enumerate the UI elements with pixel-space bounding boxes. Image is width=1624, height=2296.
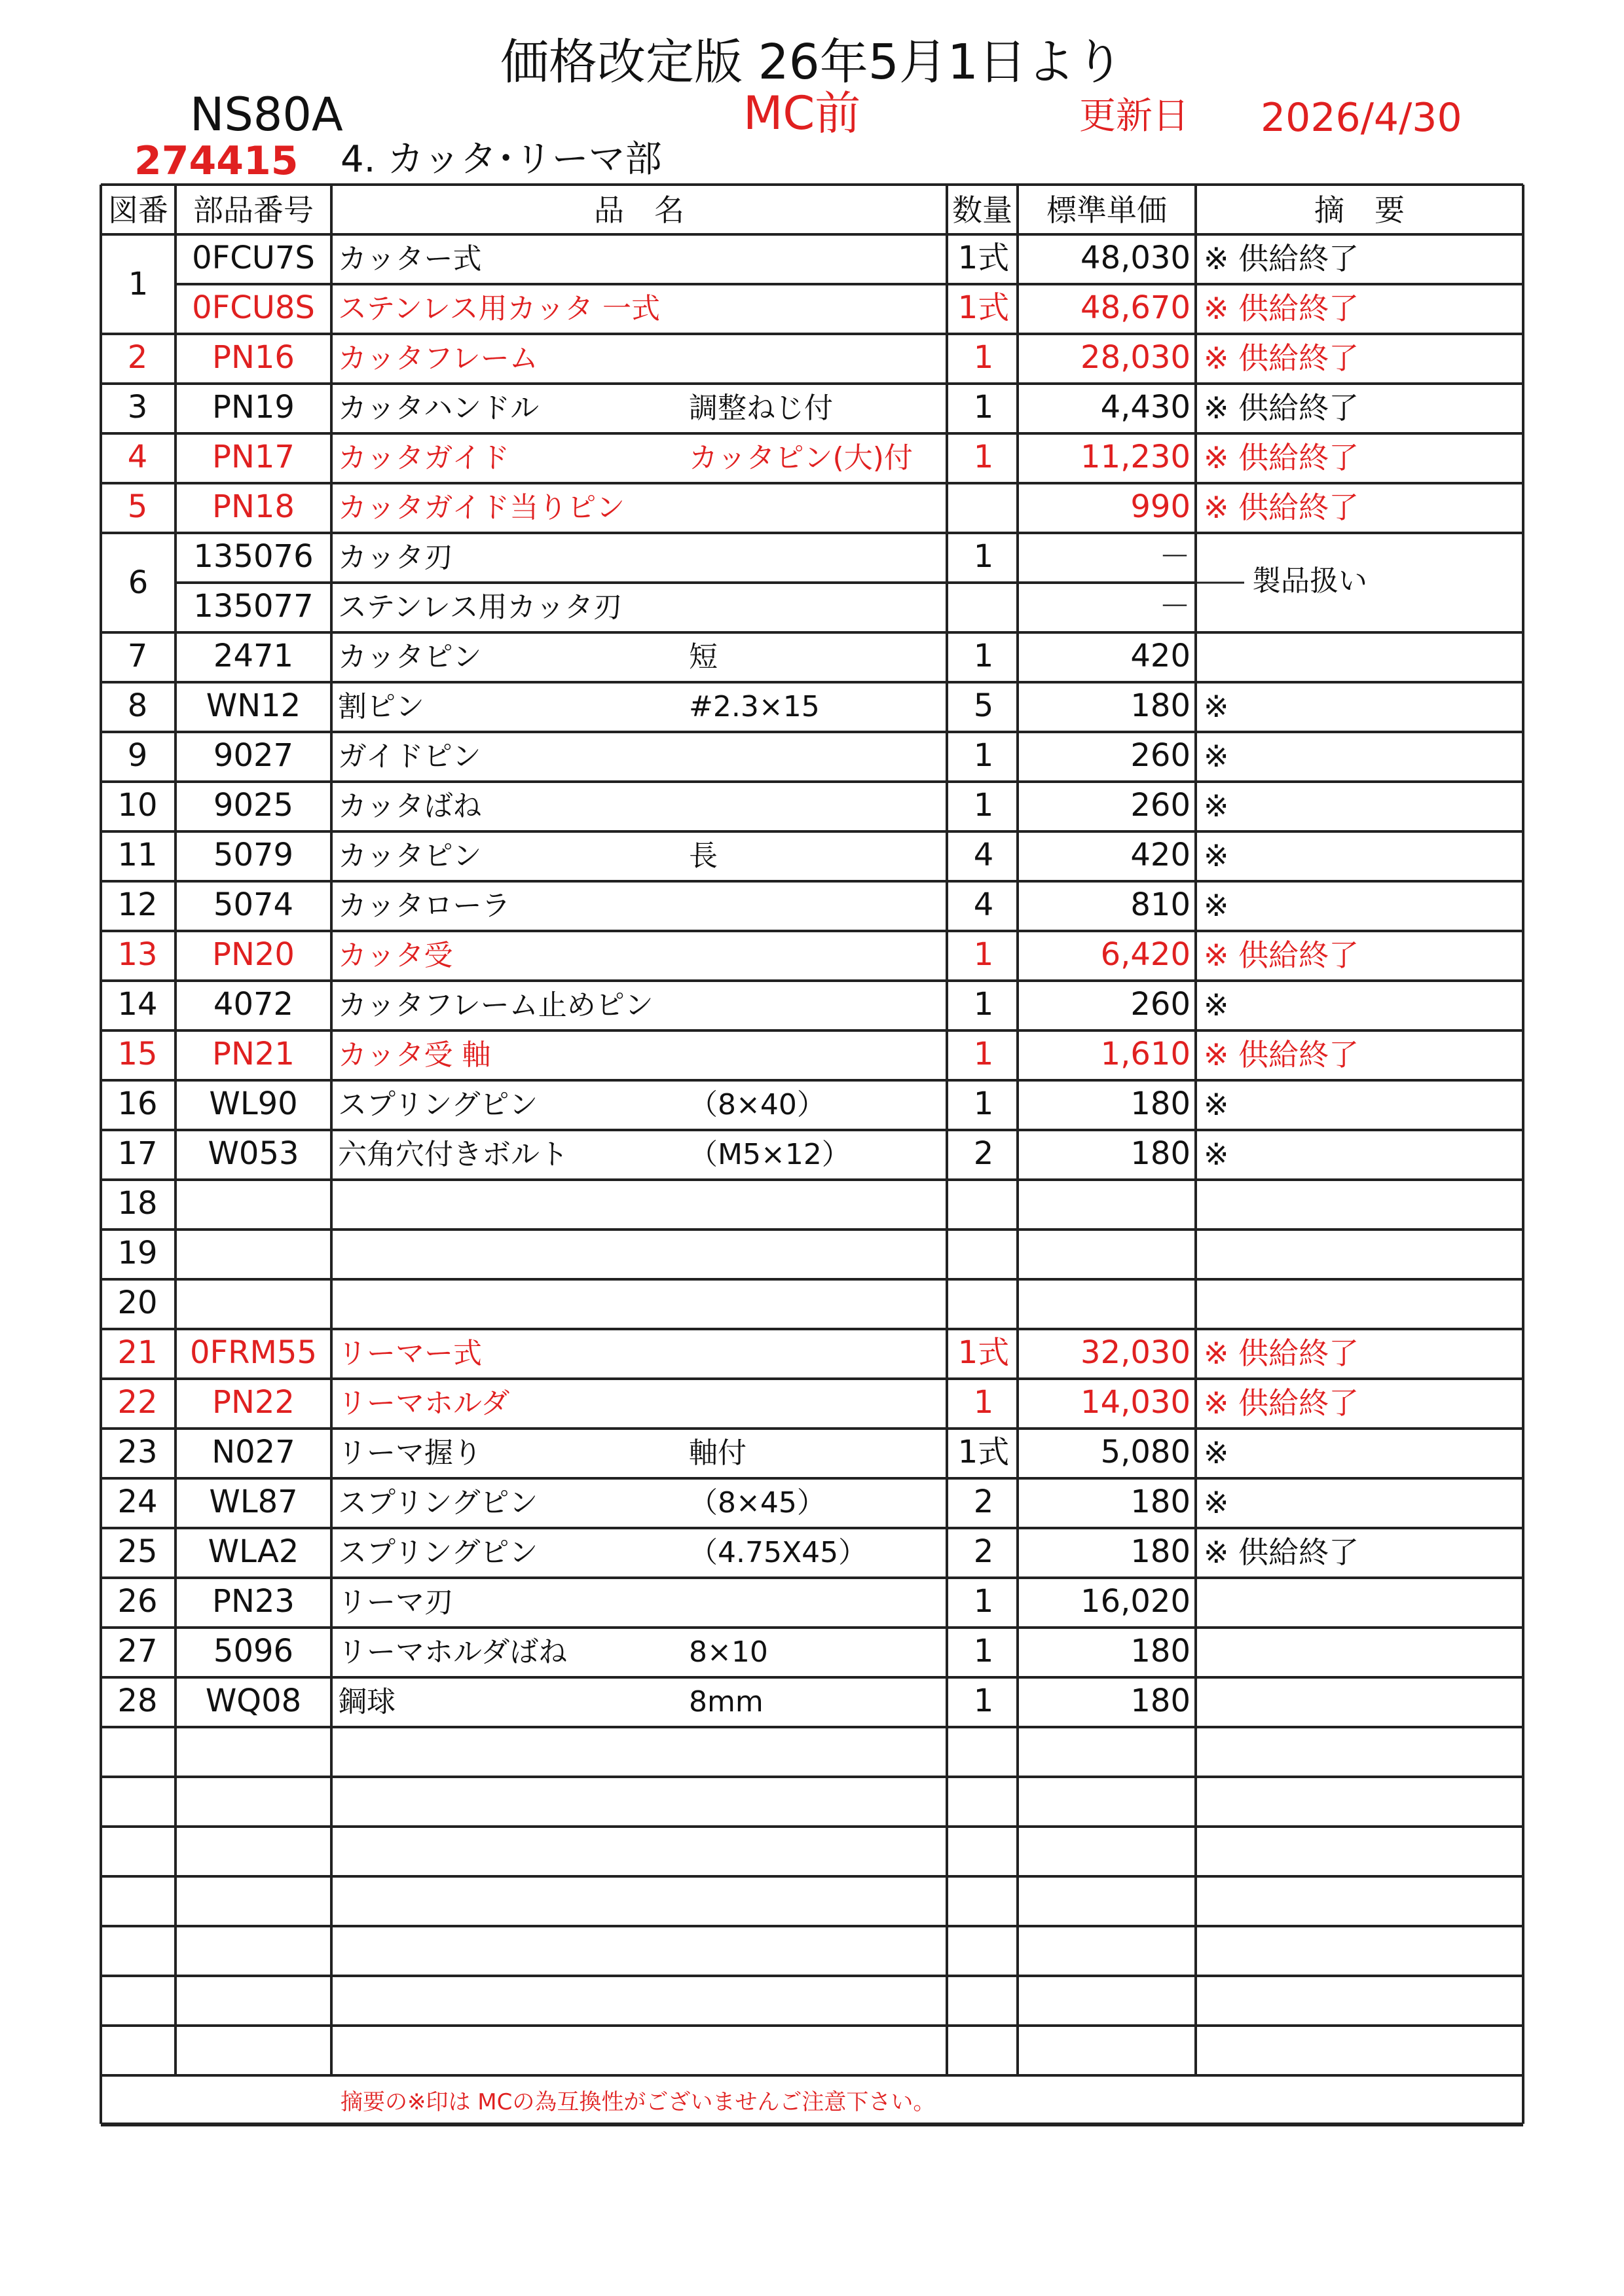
unit-price: 48,670 xyxy=(1080,289,1190,326)
part-number: 0FCU7S xyxy=(192,240,315,276)
unit-price: 6,420 xyxy=(1100,936,1190,973)
part-name: リーマ刃 xyxy=(338,1586,453,1619)
quantity: 1 xyxy=(973,737,994,774)
part-name: 鋼球 xyxy=(338,1685,396,1719)
unit-price: 28,030 xyxy=(1080,339,1190,376)
part-number: 0FCU8S xyxy=(192,289,315,326)
part-number: PN20 xyxy=(212,936,295,973)
remarks: ※ 供給終了 xyxy=(1204,1385,1359,1421)
part-name: リーマー式 xyxy=(338,1337,482,1370)
table-row xyxy=(100,1677,1524,1727)
item-number: 5 xyxy=(127,488,148,525)
item-number: 14 xyxy=(117,986,158,1023)
part-spec: 調整ねじ付 xyxy=(689,392,833,425)
part-spec: 8mm xyxy=(689,1685,764,1719)
part-number: WL90 xyxy=(209,1085,298,1122)
item-number: 12 xyxy=(117,886,158,923)
table-row xyxy=(100,1329,1524,1379)
part-number: N027 xyxy=(212,1434,295,1470)
part-number: PN17 xyxy=(212,439,295,475)
part-spec: （M5×12） xyxy=(689,1138,851,1171)
unit-price: 180 xyxy=(1130,1135,1190,1172)
footnote: 摘要の※印は MCの為互換性がございませんご注意下さい。 xyxy=(341,2089,936,2115)
part-name: リーマ握り xyxy=(338,1436,482,1470)
table-row xyxy=(100,1180,1524,1230)
remarks: ※ xyxy=(1204,1087,1229,1122)
table-row xyxy=(100,1030,1524,1080)
part-spec: 短 xyxy=(689,640,718,674)
table-row xyxy=(100,1478,1524,1528)
table-row xyxy=(100,1080,1524,1130)
table-row xyxy=(100,881,1524,931)
part-number: 0FRM55 xyxy=(190,1334,317,1371)
unit-price: 4,430 xyxy=(1100,389,1190,426)
quantity: 2 xyxy=(973,1533,994,1570)
item-number: 23 xyxy=(117,1434,158,1470)
remarks: ※ 供給終了 xyxy=(1204,938,1359,973)
table-row xyxy=(100,384,1524,433)
part-number: 9027 xyxy=(213,737,294,774)
item-number: 25 xyxy=(117,1533,158,1570)
remarks: ※ 供給終了 xyxy=(1204,291,1359,326)
table-row xyxy=(100,782,1524,831)
item-number: 11 xyxy=(117,837,158,873)
part-name: スプリングピン xyxy=(338,1486,538,1520)
part-number: PN19 xyxy=(212,389,295,426)
part-spec: #2.3×15 xyxy=(689,690,820,723)
part-spec: （4.75X45） xyxy=(689,1536,868,1569)
quantity: 1 xyxy=(973,787,994,824)
remarks: ※ 供給終了 xyxy=(1204,1037,1359,1072)
item-number: 8 xyxy=(127,687,148,724)
part-name: リーマホルダばね xyxy=(338,1635,568,1669)
unit-price: 11,230 xyxy=(1080,439,1190,475)
part-name: カッタフレーム止めピン xyxy=(338,989,654,1022)
part-name: 割ピン xyxy=(338,690,424,723)
quantity: 1 xyxy=(973,339,994,376)
quantity: 1 xyxy=(973,986,994,1023)
table-row xyxy=(100,433,1524,483)
header-part: 部品番号 xyxy=(193,192,314,228)
remarks: ※ 供給終了 xyxy=(1204,1336,1359,1371)
mc-label: MC前 xyxy=(743,86,861,140)
part-name: スプリングピン xyxy=(338,1088,538,1121)
part-name: カッタばね xyxy=(338,790,482,823)
table-row xyxy=(100,732,1524,782)
unit-price: 180 xyxy=(1130,687,1190,724)
part-name: カッタ受 軸 xyxy=(338,1038,491,1072)
remarks: ※ xyxy=(1204,738,1229,774)
table-row xyxy=(100,1429,1524,1478)
part-number: 2471 xyxy=(213,638,294,674)
unit-price: 180 xyxy=(1130,1533,1190,1570)
part-spec: 長 xyxy=(689,839,718,873)
remarks: ※ 供給終了 xyxy=(1204,490,1359,525)
header-price: 標準単価 xyxy=(1046,192,1167,228)
part-spec: カッタピン(大)付 xyxy=(689,441,913,475)
item-number: 17 xyxy=(117,1135,158,1172)
merged-note-6: 製品扱い xyxy=(1252,564,1367,598)
remarks: ※ 供給終了 xyxy=(1204,390,1359,426)
item-number: 15 xyxy=(117,1036,158,1072)
quantity: 1 xyxy=(973,1583,994,1620)
part-number: WQ08 xyxy=(205,1683,302,1719)
table-row xyxy=(100,931,1524,981)
unit-price: 16,020 xyxy=(1080,1583,1190,1620)
unit-price: 5,080 xyxy=(1100,1434,1190,1470)
part-name: ガイドピン xyxy=(338,740,481,773)
table-row xyxy=(100,533,1524,583)
unit-price: 420 xyxy=(1130,837,1190,873)
remarks: ※ xyxy=(1204,689,1229,724)
item-number: 13 xyxy=(117,936,158,973)
table-row xyxy=(100,334,1524,384)
table-row xyxy=(100,1578,1524,1628)
remarks: ※ xyxy=(1204,788,1229,824)
remarks: ※ 供給終了 xyxy=(1204,440,1359,475)
part-number: 5079 xyxy=(213,837,294,873)
part-number: PN22 xyxy=(212,1384,295,1421)
unit-price: 48,030 xyxy=(1080,240,1190,276)
quantity: 1 xyxy=(973,1036,994,1072)
item-number: 10 xyxy=(117,787,158,824)
part-number: WN12 xyxy=(206,687,301,724)
unit-price: － xyxy=(1158,538,1190,575)
part-name: カッタピン xyxy=(338,839,482,873)
part-name: スプリングピン xyxy=(338,1536,538,1569)
part-name: リーマホルダ xyxy=(338,1387,510,1420)
item-number: 22 xyxy=(117,1384,158,1421)
part-number: 9025 xyxy=(213,787,294,824)
item-number: 24 xyxy=(117,1484,158,1520)
part-name: カッタローラ xyxy=(338,889,511,922)
quantity: 1式 xyxy=(957,1434,1010,1470)
table-row xyxy=(100,284,1524,334)
quantity: 1式 xyxy=(957,289,1010,326)
table-row xyxy=(100,1528,1524,1578)
quantity: 1 xyxy=(973,439,994,475)
part-name: カッタピン xyxy=(338,640,482,674)
item-number: 20 xyxy=(117,1285,158,1321)
item-number: 9 xyxy=(127,737,148,774)
remarks: ※ xyxy=(1204,987,1229,1023)
merged-no-1: 1 xyxy=(128,266,149,302)
table-row xyxy=(100,583,1524,632)
table-row xyxy=(100,981,1524,1030)
updated-label: 更新日 xyxy=(1079,95,1189,137)
quantity: 1 xyxy=(973,1384,994,1421)
remarks: ※ 供給終了 xyxy=(1204,241,1359,276)
part-name: 六角穴付きボルト xyxy=(338,1138,568,1171)
item-number: 28 xyxy=(117,1683,158,1719)
remarks: ※ xyxy=(1204,1435,1229,1470)
remarks: ※ xyxy=(1204,1485,1229,1520)
quantity: 1 xyxy=(973,936,994,973)
part-number: 5074 xyxy=(213,886,294,923)
remarks: ※ 供給終了 xyxy=(1204,340,1359,376)
table-row xyxy=(100,1628,1524,1677)
quantity: 1式 xyxy=(957,1334,1010,1371)
item-number: 16 xyxy=(117,1085,158,1122)
part-number: PN23 xyxy=(212,1583,295,1620)
table-row xyxy=(100,632,1524,682)
quantity: 2 xyxy=(973,1135,994,1172)
quantity: 1式 xyxy=(957,240,1010,276)
item-number: 27 xyxy=(117,1633,158,1669)
item-number: 26 xyxy=(117,1583,158,1620)
part-number: 4072 xyxy=(213,986,294,1023)
remarks: ※ xyxy=(1204,1137,1229,1172)
unit-price: 180 xyxy=(1130,1085,1190,1122)
unit-price: 180 xyxy=(1130,1484,1190,1520)
header-name: 品 名 xyxy=(594,192,684,228)
model-name: NS80A xyxy=(190,88,343,141)
unit-price: － xyxy=(1158,588,1190,625)
item-number: 4 xyxy=(127,439,148,475)
updated-date: 2026/4/30 xyxy=(1261,95,1462,141)
quantity: 1 xyxy=(973,389,994,426)
quantity: 1 xyxy=(973,1683,994,1719)
part-number: PN16 xyxy=(212,339,295,376)
part-number: 135077 xyxy=(193,588,314,625)
table-row xyxy=(100,1230,1524,1279)
quantity: 4 xyxy=(973,886,994,923)
table-row xyxy=(100,483,1524,533)
quantity: 2 xyxy=(973,1484,994,1520)
part-name: カッタハンドル xyxy=(338,392,540,425)
part-number: WL87 xyxy=(209,1484,298,1520)
unit-price: 420 xyxy=(1130,638,1190,674)
unit-price: 260 xyxy=(1130,737,1190,774)
remarks: ※ xyxy=(1204,888,1229,923)
part-spec: 8×10 xyxy=(689,1635,768,1669)
remarks: ※ 供給終了 xyxy=(1204,1535,1359,1570)
part-name: カッタ刃 xyxy=(338,541,453,574)
page-title: 価格改定版 26年5月1日より xyxy=(500,34,1124,90)
table-row xyxy=(100,234,1524,284)
part-name: カッター式 xyxy=(338,242,482,276)
part-name: ステンレス用カッタ刃 xyxy=(338,591,623,624)
quantity: 4 xyxy=(973,837,994,873)
section-title: 4. カッタ･リーマ部 xyxy=(341,138,662,181)
part-spec: （8×40） xyxy=(689,1088,826,1121)
unit-price: 990 xyxy=(1130,488,1190,525)
quantity: 1 xyxy=(973,638,994,674)
table-row xyxy=(100,831,1524,881)
table-row xyxy=(100,682,1524,732)
part-name: カッタフレーム xyxy=(338,342,538,375)
part-number: 5096 xyxy=(213,1633,294,1669)
unit-price: 810 xyxy=(1130,886,1190,923)
item-number: 2 xyxy=(127,339,148,376)
part-number: 135076 xyxy=(193,538,314,575)
part-name: カッタ受 xyxy=(338,939,453,972)
unit-price: 180 xyxy=(1130,1683,1190,1719)
part-number: WLA2 xyxy=(208,1533,299,1570)
unit-price: 14,030 xyxy=(1080,1384,1190,1421)
unit-price: 260 xyxy=(1130,986,1190,1023)
header-qty: 数量 xyxy=(952,192,1012,228)
table-row xyxy=(100,1130,1524,1180)
part-name: ステンレス用カッタ 一式 xyxy=(338,292,661,325)
item-number: 21 xyxy=(117,1334,158,1371)
part-number: W053 xyxy=(208,1135,299,1172)
header-no: 図番 xyxy=(108,192,168,228)
quantity: 1 xyxy=(973,538,994,575)
header-note: 摘 要 xyxy=(1314,192,1405,228)
unit-price: 260 xyxy=(1130,787,1190,824)
table-row xyxy=(100,1379,1524,1429)
item-number: 3 xyxy=(127,389,148,426)
unit-price: 32,030 xyxy=(1080,1334,1190,1371)
merged-no-6: 6 xyxy=(128,564,149,601)
item-number: 19 xyxy=(117,1235,158,1271)
part-spec: （8×45） xyxy=(689,1486,826,1520)
remarks: ※ xyxy=(1204,838,1229,873)
unit-price: 180 xyxy=(1130,1633,1190,1669)
table-row xyxy=(100,1279,1524,1329)
item-number: 7 xyxy=(127,638,148,674)
unit-price: 1,610 xyxy=(1100,1036,1190,1072)
part-name: カッタガイド当りピン xyxy=(338,491,625,524)
document-code: 274415 xyxy=(134,138,299,184)
part-name: カッタガイド xyxy=(338,441,510,475)
quantity: 1 xyxy=(973,1633,994,1669)
quantity: 1 xyxy=(973,1085,994,1122)
quantity: 5 xyxy=(973,687,994,724)
part-number: PN18 xyxy=(212,488,295,525)
part-spec: 軸付 xyxy=(689,1436,747,1470)
item-number: 18 xyxy=(117,1185,158,1222)
part-number: PN21 xyxy=(212,1036,295,1072)
